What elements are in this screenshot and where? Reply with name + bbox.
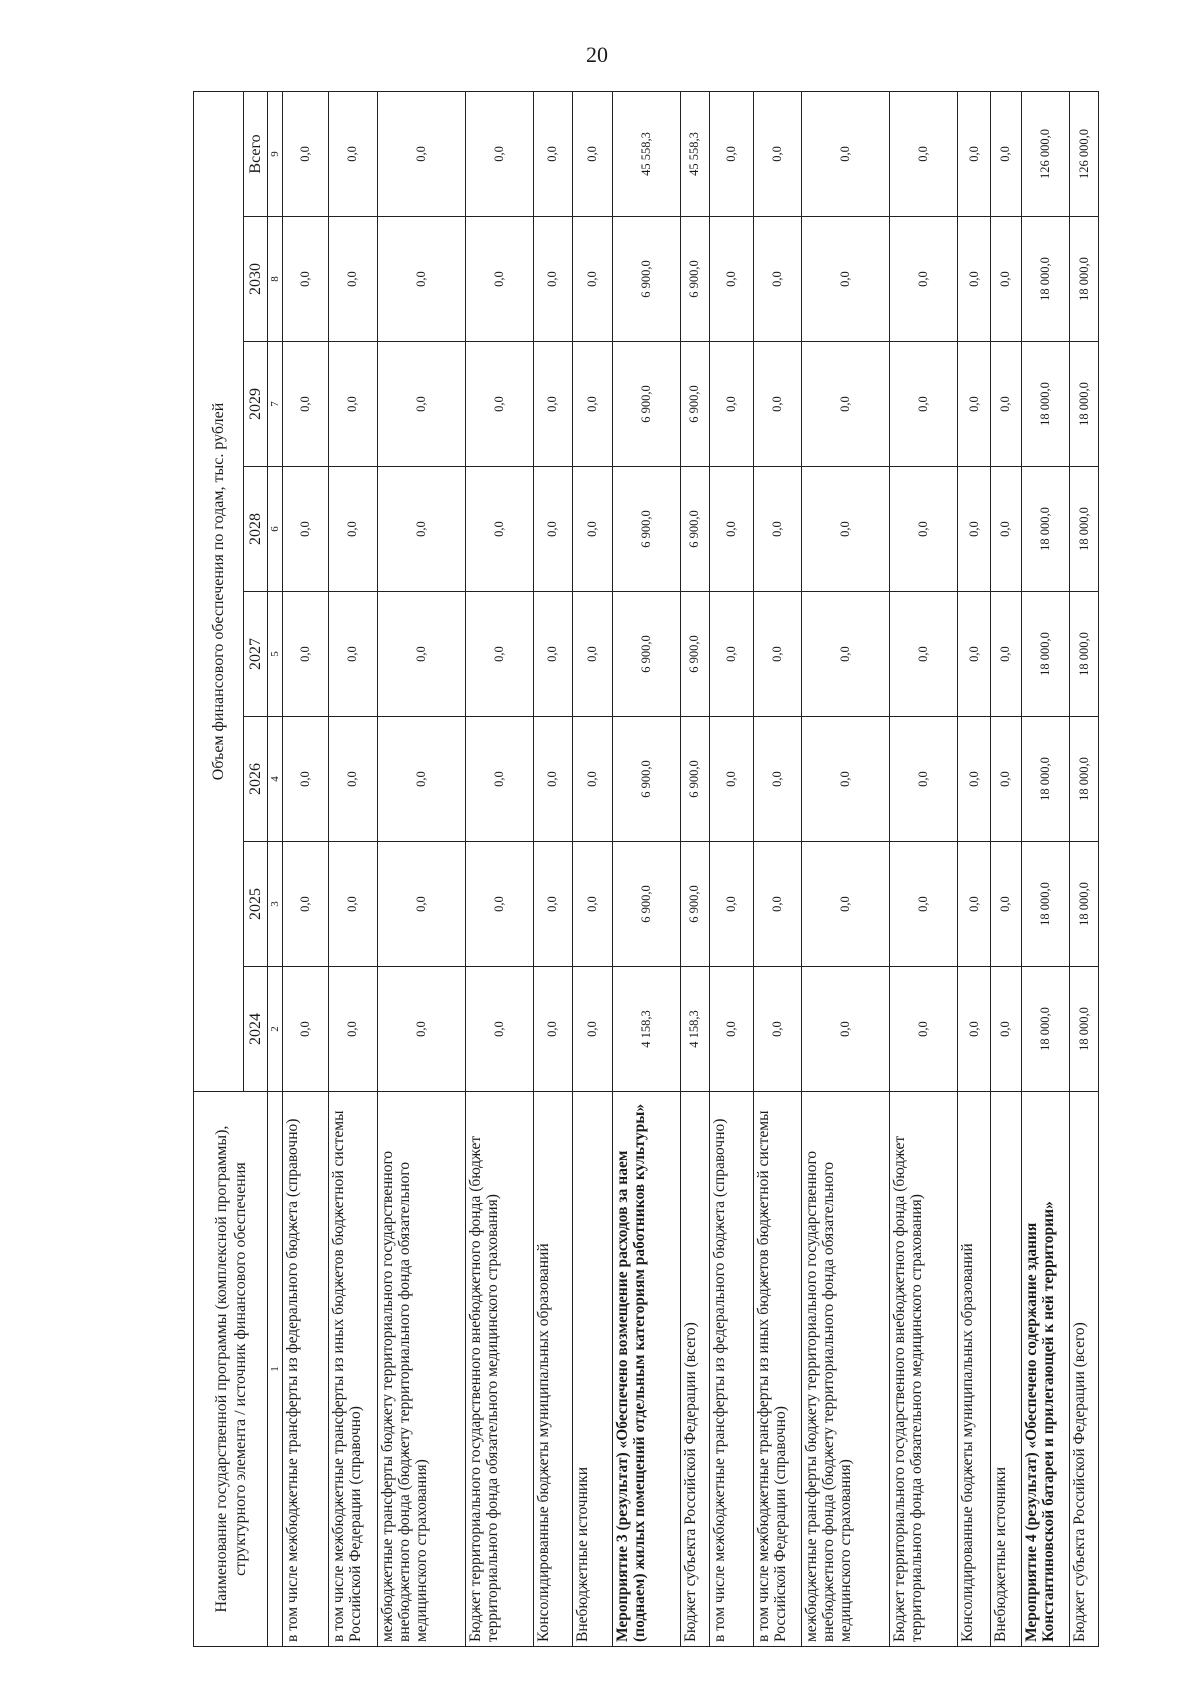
table-row (612, 91, 680, 1646)
value-cell: 0,0 (753, 91, 801, 216)
value-cell: 0,0 (465, 217, 533, 342)
value-cell: 18 000,0 (1070, 967, 1099, 1092)
column-number: 8 (268, 217, 283, 342)
value-cell: 0,0 (753, 717, 801, 842)
value-cell: 18 000,0 (1070, 717, 1099, 842)
source-name-cell: Бюджет территориального государственного внебюджетного фонда (бюджет территориального фонда обязательного медицинского страхования) (889, 1092, 957, 1647)
value-cell: 6 900,0 (612, 342, 680, 467)
value-cell: 0,0 (991, 967, 1022, 1092)
value-cell: 0,0 (465, 467, 533, 592)
value-cell: 0,0 (753, 967, 801, 1092)
value-cell: 18 000,0 (1021, 842, 1069, 967)
value-cell: 18 000,0 (1021, 342, 1069, 467)
value-cell: 0,0 (801, 842, 889, 967)
year-header: Всего (244, 91, 268, 216)
value-cell: 18 000,0 (1021, 467, 1069, 592)
source-name-cell: в том числе межбюджетные трансферты из федерального бюджета (справочно) (283, 1092, 329, 1647)
value-cell: 0,0 (991, 467, 1022, 592)
value-cell: 0,0 (533, 717, 573, 842)
value-cell: 18 000,0 (1070, 467, 1099, 592)
page-number: 20 (586, 42, 608, 67)
value-cell: 0,0 (573, 592, 613, 717)
value-cell: 0,0 (991, 592, 1022, 717)
value-cell: 0,0 (329, 967, 377, 1092)
value-cell: 0,0 (283, 967, 329, 1092)
source-name-cell: Бюджет субъекта Российской Федерации (всего) (1070, 1092, 1099, 1647)
value-cell: 6 900,0 (681, 217, 710, 342)
value-cell: 0,0 (283, 217, 329, 342)
value-cell: 0,0 (958, 217, 991, 342)
value-cell: 0,0 (958, 717, 991, 842)
value-cell: 0,0 (889, 717, 957, 842)
value-cell: 126 000,0 (1021, 91, 1069, 216)
value-cell: 6 900,0 (681, 717, 710, 842)
table-row (377, 91, 465, 1646)
value-cell: 0,0 (801, 717, 889, 842)
value-cell: 18 000,0 (1070, 842, 1099, 967)
column-number: 9 (268, 91, 283, 216)
value-cell: 0,0 (465, 592, 533, 717)
value-cell: 0,0 (958, 467, 991, 592)
source-name-cell: в том числе межбюджетные трансферты из федерального бюджета (справочно) (709, 1092, 753, 1647)
value-cell: 0,0 (709, 842, 753, 967)
value-cell: 0,0 (329, 592, 377, 717)
value-cell: 0,0 (283, 717, 329, 842)
year-header: 2027 (244, 592, 268, 717)
year-header: 2024 (244, 967, 268, 1092)
column-number: 1 (268, 1092, 283, 1647)
value-cell: 0,0 (753, 342, 801, 467)
year-header: 2028 (244, 467, 268, 592)
value-cell: 0,0 (573, 217, 613, 342)
table-row (889, 91, 957, 1646)
value-cell: 0,0 (889, 217, 957, 342)
value-cell: 126 000,0 (1070, 91, 1099, 216)
value-cell: 6 900,0 (681, 842, 710, 967)
value-cell: 18 000,0 (1070, 342, 1099, 467)
value-cell: 0,0 (801, 467, 889, 592)
value-cell: 0,0 (573, 842, 613, 967)
value-cell: 18 000,0 (1021, 592, 1069, 717)
table-row (1021, 91, 1069, 1646)
value-cell: 0,0 (377, 217, 465, 342)
table-row (753, 91, 801, 1646)
value-cell: 0,0 (533, 592, 573, 717)
value-cell: 0,0 (573, 967, 613, 1092)
value-cell: 0,0 (709, 91, 753, 216)
value-cell: 0,0 (533, 91, 573, 216)
value-cell: 45 558,3 (612, 91, 680, 216)
value-cell: 0,0 (533, 967, 573, 1092)
column-number: 4 (268, 717, 283, 842)
value-cell: 0,0 (329, 717, 377, 842)
value-cell: 0,0 (991, 717, 1022, 842)
value-cell: 0,0 (753, 217, 801, 342)
value-cell: 0,0 (801, 967, 889, 1092)
value-cell: 0,0 (465, 91, 533, 216)
activity-name-cell: Мероприятие 3 (результат) «Обеспечено возмещение расходов за наем (поднаем) жилых помещений отдельным категориям работников культуры» (612, 1092, 680, 1647)
value-cell: 4 158,3 (612, 967, 680, 1092)
value-cell: 0,0 (377, 592, 465, 717)
value-cell: 45 558,3 (681, 91, 710, 216)
value-cell: 0,0 (283, 91, 329, 216)
value-cell: 0,0 (889, 342, 957, 467)
year-header: 2025 (244, 842, 268, 967)
value-cell: 0,0 (573, 91, 613, 216)
value-cell: 0,0 (533, 342, 573, 467)
value-cell: 0,0 (958, 91, 991, 216)
value-cell: 0,0 (329, 342, 377, 467)
value-cell: 0,0 (889, 967, 957, 1092)
activity-name-cell: Мероприятие 4 (результат) «Обеспечено содержание здания Константиновской батареи и прилегающей к ней территории» (1021, 1092, 1069, 1647)
value-cell: 0,0 (377, 717, 465, 842)
source-name-cell: Бюджет территориального государственного внебюджетного фонда (бюджет территориального фонда обязательного медицинского страхования) (465, 1092, 533, 1647)
table-body (283, 91, 1099, 1646)
financing-table (193, 91, 1099, 1647)
column-number: 6 (268, 467, 283, 592)
value-cell: 6 900,0 (612, 467, 680, 592)
source-name-cell: межбюджетные трансферты бюджету территориального государственного внебюджетного фонда (бюджету территориального фонда обязательного медицинского страхования) (801, 1092, 889, 1647)
table-row (465, 91, 533, 1646)
value-cell: 0,0 (753, 842, 801, 967)
table-row (801, 91, 889, 1646)
table-row (573, 91, 613, 1646)
value-cell: 0,0 (573, 717, 613, 842)
table-row (283, 91, 329, 1646)
value-cell: 0,0 (801, 91, 889, 216)
value-cell: 0,0 (283, 592, 329, 717)
value-cell: 18 000,0 (1021, 217, 1069, 342)
column-number-row (268, 91, 283, 1646)
source-name-cell: Внебюджетные источники (991, 1092, 1022, 1647)
value-cell: 0,0 (801, 217, 889, 342)
value-cell: 0,0 (991, 91, 1022, 216)
source-name-cell: Бюджет субъекта Российской Федерации (всего) (681, 1092, 710, 1647)
value-cell: 0,0 (753, 592, 801, 717)
table-row (533, 91, 573, 1646)
table-row (709, 91, 753, 1646)
value-cell: 0,0 (465, 967, 533, 1092)
value-cell: 0,0 (573, 342, 613, 467)
source-name-cell: Консолидированные бюджеты муниципальных образований (533, 1092, 573, 1647)
value-cell: 0,0 (958, 592, 991, 717)
value-cell: 0,0 (801, 342, 889, 467)
value-cell: 0,0 (533, 217, 573, 342)
source-name-cell: в том числе межбюджетные трансферты из иных бюджетов бюджетной системы Российской Федерации (справочно) (329, 1092, 377, 1647)
value-cell: 0,0 (709, 592, 753, 717)
source-name-cell: Внебюджетные источники (573, 1092, 613, 1647)
value-cell: 0,0 (533, 467, 573, 592)
value-cell: 0,0 (991, 842, 1022, 967)
value-cell: 0,0 (889, 592, 957, 717)
value-cell: 0,0 (465, 842, 533, 967)
value-cell: 0,0 (283, 467, 329, 592)
value-cell: 0,0 (889, 842, 957, 967)
value-cell: 0,0 (377, 842, 465, 967)
table-row (329, 91, 377, 1646)
value-cell: 0,0 (958, 842, 991, 967)
value-cell: 0,0 (991, 342, 1022, 467)
value-cell: 0,0 (283, 342, 329, 467)
value-cell: 0,0 (889, 91, 957, 216)
value-cell: 0,0 (377, 467, 465, 592)
table-row (1070, 91, 1099, 1646)
value-cell: 0,0 (377, 967, 465, 1092)
value-cell: 6 900,0 (612, 592, 680, 717)
header-row-top (194, 91, 244, 1646)
year-header: 2026 (244, 717, 268, 842)
value-cell: 0,0 (329, 467, 377, 592)
table-row (958, 91, 991, 1646)
value-cell: 0,0 (709, 717, 753, 842)
value-cell: 0,0 (573, 467, 613, 592)
value-cell: 0,0 (801, 592, 889, 717)
column-number: 2 (268, 967, 283, 1092)
value-cell: 0,0 (709, 967, 753, 1092)
value-cell: 0,0 (533, 842, 573, 967)
rotated-table-container (193, 92, 1099, 1647)
source-name-cell: в том числе межбюджетные трансферты из иных бюджетов бюджетной системы Российской Федерации (справочно) (753, 1092, 801, 1647)
value-cell: 0,0 (465, 342, 533, 467)
column-number: 5 (268, 592, 283, 717)
value-cell: 18 000,0 (1070, 217, 1099, 342)
column-number: 7 (268, 342, 283, 467)
name-column-header: Наименование государственной программы (комплексной программы), структурного элемента / источник финансового обеспечения (194, 1092, 268, 1647)
value-cell: 6 900,0 (681, 467, 710, 592)
value-cell: 0,0 (329, 91, 377, 216)
year-header: 2029 (244, 342, 268, 467)
value-cell: 18 000,0 (1070, 592, 1099, 717)
value-cell: 6 900,0 (612, 217, 680, 342)
value-cell: 0,0 (889, 467, 957, 592)
value-cell: 6 900,0 (612, 842, 680, 967)
value-cell: 18 000,0 (1021, 967, 1069, 1092)
value-cell: 0,0 (329, 842, 377, 967)
value-cell: 0,0 (753, 467, 801, 592)
source-name-cell: Консолидированные бюджеты муниципальных образований (958, 1092, 991, 1647)
value-cell: 6 900,0 (612, 717, 680, 842)
value-cell: 0,0 (377, 342, 465, 467)
value-cell: 0,0 (465, 717, 533, 842)
value-cell: 6 900,0 (681, 592, 710, 717)
table-row (681, 91, 710, 1646)
source-name-cell: межбюджетные трансферты бюджету территориального государственного внебюджетного фонда (бюджету территориального фонда обязательного медицинского страхования) (377, 1092, 465, 1647)
volume-header: Объем финансового обеспечения по годам, тыс. рублей (194, 91, 244, 1091)
value-cell: 0,0 (329, 217, 377, 342)
column-number: 3 (268, 842, 283, 967)
table-row (991, 91, 1022, 1646)
year-header: 2030 (244, 217, 268, 342)
value-cell: 0,0 (709, 342, 753, 467)
value-cell: 0,0 (958, 342, 991, 467)
value-cell: 0,0 (377, 91, 465, 216)
value-cell: 4 158,3 (681, 967, 710, 1092)
value-cell: 6 900,0 (681, 342, 710, 467)
value-cell: 0,0 (709, 217, 753, 342)
value-cell: 18 000,0 (1021, 717, 1069, 842)
value-cell: 0,0 (709, 467, 753, 592)
value-cell: 0,0 (991, 217, 1022, 342)
value-cell: 0,0 (958, 967, 991, 1092)
value-cell: 0,0 (283, 842, 329, 967)
